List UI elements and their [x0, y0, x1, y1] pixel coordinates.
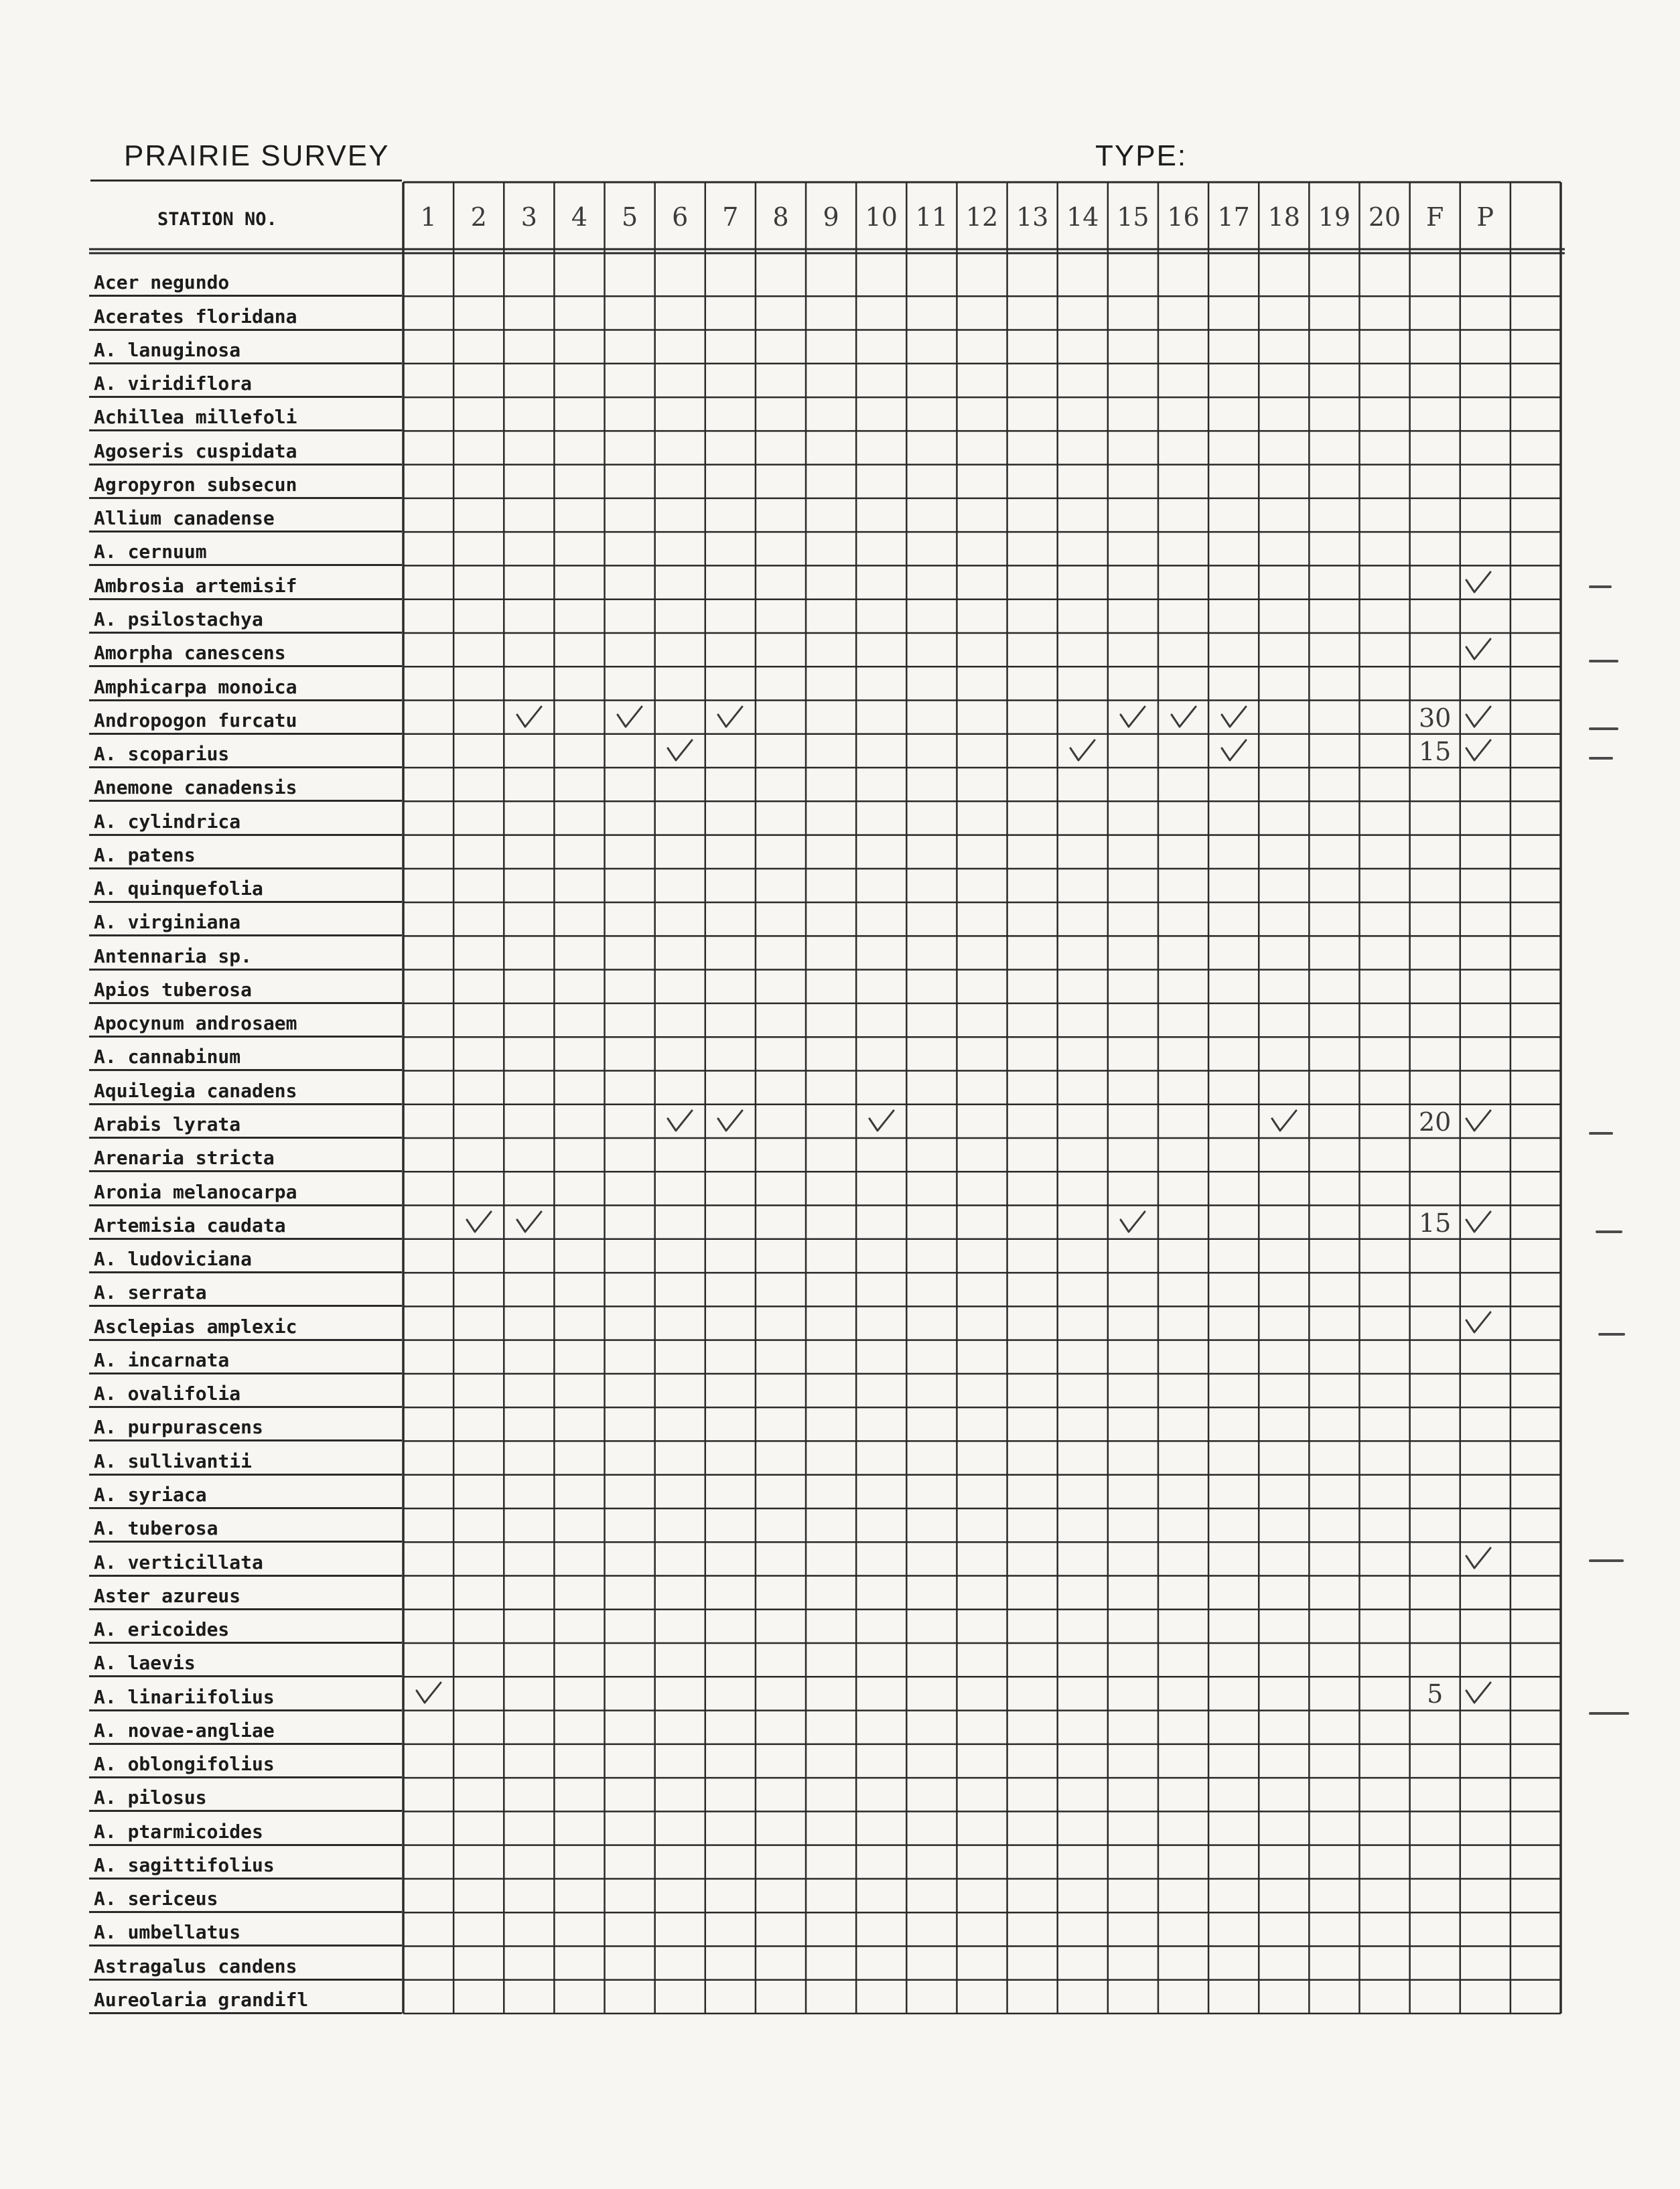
page-title: PRAIRIE SURVEY — [124, 139, 390, 172]
species-label: Ambrosia artemisif — [94, 574, 297, 597]
species-label: Agropyron subsecun — [94, 473, 297, 496]
species-underline — [89, 1305, 402, 1307]
species-label: A. sericeus — [94, 1888, 218, 1910]
species-label: A. syriaca — [94, 1483, 207, 1506]
species-underline — [89, 1541, 402, 1543]
species-label: Aster azureus — [94, 1584, 241, 1607]
station-check-mark — [1219, 704, 1249, 731]
species-label: A. patens — [94, 843, 196, 866]
species-underline — [89, 2012, 402, 2014]
margin-tally-mark — [1589, 727, 1618, 730]
species-label: A. ptarmicoides — [94, 1820, 263, 1843]
species-underline — [89, 1743, 402, 1745]
presence-check-mark — [1464, 569, 1493, 596]
species-label: Astragalus candens — [94, 1955, 297, 1977]
species-underline — [89, 1776, 402, 1778]
column-header-8: 8 — [772, 202, 789, 232]
station-number-label: STATION NO. — [157, 209, 277, 230]
species-underline — [89, 1878, 402, 1880]
species-underline — [89, 665, 402, 667]
column-header-17: 17 — [1217, 202, 1250, 232]
presence-check-mark — [1464, 704, 1493, 731]
species-label: Acerates floridana — [94, 305, 297, 328]
species-underline — [89, 1339, 402, 1341]
species-underline — [89, 1238, 402, 1240]
species-label: A. ericoides — [94, 1618, 230, 1641]
species-label: A. umbellatus — [94, 1921, 241, 1944]
station-check-mark — [414, 1680, 443, 1707]
species-label: A. linariifolius — [94, 1685, 275, 1708]
species-label: A. oblongifolius — [94, 1753, 275, 1776]
species-underline — [89, 699, 402, 701]
species-label: A. verticillata — [94, 1551, 263, 1573]
species-underline — [89, 396, 402, 398]
column-header-10: 10 — [865, 202, 898, 232]
margin-tally-mark — [1589, 1712, 1629, 1715]
column-header-15: 15 — [1117, 202, 1149, 232]
species-label: Andropogon furcatu — [94, 709, 297, 731]
margin-tally-mark — [1589, 757, 1613, 760]
species-label: A. tuberosa — [94, 1517, 218, 1540]
station-check-mark — [615, 704, 644, 731]
species-underline — [89, 1204, 402, 1206]
species-label: Arabis lyrata — [94, 1113, 241, 1135]
species-label: Asclepias amplexic — [94, 1315, 297, 1338]
station-check-mark — [1169, 704, 1198, 731]
species-label: Achillea millefoli — [94, 406, 297, 429]
species-underline — [89, 901, 402, 903]
column-header-P: P — [1476, 202, 1494, 232]
species-underline — [89, 1002, 402, 1004]
species-underline — [89, 598, 402, 600]
species-underline — [89, 733, 402, 735]
station-check-mark — [1219, 737, 1249, 764]
species-underline — [89, 1439, 402, 1441]
station-check-mark — [665, 1108, 695, 1135]
species-label: A. cernuum — [94, 541, 207, 563]
column-header-3: 3 — [520, 202, 537, 232]
species-label: A. sagittifolius — [94, 1853, 275, 1876]
species-underline — [89, 531, 402, 533]
station-check-mark — [1269, 1108, 1299, 1135]
column-header-16: 16 — [1167, 202, 1200, 232]
frequency-value: 30 — [1418, 703, 1452, 733]
species-label: A. cylindrica — [94, 810, 241, 833]
frequency-value: 15 — [1418, 1208, 1452, 1238]
station-check-mark — [1068, 737, 1097, 764]
column-header-4: 4 — [571, 202, 588, 232]
species-underline — [89, 632, 402, 634]
species-label: A. serrata — [94, 1281, 207, 1304]
species-label: Artemisia caudata — [94, 1214, 286, 1237]
species-label: Apios tuberosa — [94, 978, 253, 1001]
presence-check-mark — [1464, 1310, 1493, 1336]
frequency-value: 15 — [1418, 736, 1452, 766]
station-check-mark — [514, 704, 544, 731]
column-header-5: 5 — [621, 202, 638, 232]
species-underline — [89, 1474, 402, 1476]
presence-check-mark — [1464, 1680, 1493, 1707]
presence-check-mark — [1464, 1545, 1493, 1572]
column-header-11: 11 — [915, 202, 949, 232]
species-label: A. lanuginosa — [94, 338, 241, 361]
column-header-18: 18 — [1267, 202, 1300, 232]
margin-tally-mark — [1589, 585, 1612, 588]
margin-tally-mark — [1598, 1333, 1625, 1336]
species-underline — [89, 329, 402, 331]
type-label: TYPE: — [1095, 139, 1188, 172]
station-check-mark — [514, 1209, 544, 1236]
species-label: Antennaria sp. — [94, 944, 253, 967]
species-underline — [89, 969, 402, 971]
station-check-mark — [464, 1209, 494, 1236]
station-check-mark — [1118, 704, 1147, 731]
species-label: A. pilosus — [94, 1786, 207, 1809]
presence-check-mark — [1464, 1108, 1493, 1135]
presence-check-mark — [1464, 737, 1493, 764]
margin-tally-mark — [1589, 660, 1618, 662]
species-label: A. novae-angliae — [94, 1719, 275, 1742]
species-label: A. sullivantii — [94, 1450, 253, 1472]
species-label: A. scoparius — [94, 743, 230, 766]
species-underline — [89, 766, 402, 768]
species-underline — [89, 1911, 402, 1913]
species-label: A. ludoviciana — [94, 1248, 253, 1271]
species-label: A. quinquefolia — [94, 877, 263, 900]
species-label: Aronia melanocarpa — [94, 1180, 297, 1203]
column-header-14: 14 — [1066, 202, 1099, 232]
species-underline — [89, 834, 402, 836]
margin-tally-mark — [1589, 1132, 1613, 1135]
species-label: Agoseris cuspidata — [94, 439, 297, 462]
species-label: A. viridiflora — [94, 372, 253, 395]
column-header-7: 7 — [722, 202, 739, 232]
species-label: Aquilegia canadens — [94, 1079, 297, 1102]
station-check-mark — [1118, 1209, 1147, 1236]
species-label: A. incarnata — [94, 1348, 230, 1371]
species-underline — [89, 934, 402, 936]
species-underline — [89, 497, 402, 499]
frequency-value: 5 — [1427, 1679, 1444, 1709]
species-label: A. virginiana — [94, 911, 241, 934]
species-underline — [89, 1675, 402, 1677]
species-underline — [89, 295, 402, 297]
species-label: A. cannabinum — [94, 1046, 241, 1068]
species-underline — [89, 564, 402, 566]
species-underline — [89, 1036, 402, 1038]
margin-tally-mark — [1596, 1230, 1622, 1233]
species-label: Apocynum androsaem — [94, 1012, 297, 1035]
column-header-13: 13 — [1016, 202, 1049, 232]
species-underline — [89, 1069, 402, 1071]
species-label: A. purpurascens — [94, 1416, 263, 1439]
species-underline — [89, 1810, 402, 1812]
species-label: Arenaria stricta — [94, 1147, 275, 1170]
column-header-2: 2 — [470, 202, 487, 232]
species-label: A. ovalifolia — [94, 1383, 241, 1405]
station-check-mark — [665, 737, 695, 764]
species-underline — [89, 1507, 402, 1509]
species-underline — [89, 1642, 402, 1644]
species-underline — [89, 1979, 402, 1981]
species-underline — [89, 1103, 402, 1105]
species-underline — [89, 1372, 402, 1374]
station-check-mark — [715, 704, 745, 731]
presence-check-mark — [1464, 636, 1493, 663]
column-header-19: 19 — [1318, 202, 1351, 232]
species-underline — [89, 1271, 402, 1273]
column-header-6: 6 — [672, 202, 689, 232]
station-check-mark — [715, 1108, 745, 1135]
species-underline — [89, 1709, 402, 1711]
column-header-9: 9 — [823, 202, 839, 232]
species-label: Amorpha canescens — [94, 642, 286, 664]
margin-tally-mark — [1589, 1559, 1624, 1562]
species-label: Amphicarpa monoica — [94, 675, 297, 698]
species-label: Aureolaria grandifl — [94, 1989, 309, 2011]
species-underline — [89, 362, 402, 364]
species-underline — [89, 1137, 402, 1139]
column-header-1: 1 — [420, 202, 437, 232]
species-underline — [89, 1608, 402, 1610]
presence-check-mark — [1464, 1209, 1493, 1236]
column-header-F: F — [1425, 202, 1444, 232]
species-underline — [89, 800, 402, 802]
species-underline — [89, 1844, 402, 1846]
species-underline — [89, 1170, 402, 1172]
station-check-mark — [867, 1108, 896, 1135]
species-label: A. laevis — [94, 1652, 196, 1675]
species-label: Anemone canadensis — [94, 776, 297, 799]
species-label: Acer negundo — [94, 271, 230, 294]
species-underline — [89, 464, 402, 466]
column-header-20: 20 — [1368, 202, 1401, 232]
species-label: Allium canadense — [94, 507, 275, 530]
species-underline — [89, 429, 402, 431]
species-underline — [89, 1406, 402, 1408]
species-underline — [89, 1575, 402, 1577]
species-underline — [89, 1945, 402, 1947]
species-label: A. psilostachya — [94, 608, 263, 630]
frequency-value: 20 — [1418, 1107, 1452, 1137]
species-underline — [89, 867, 402, 869]
column-header-12: 12 — [965, 202, 999, 232]
